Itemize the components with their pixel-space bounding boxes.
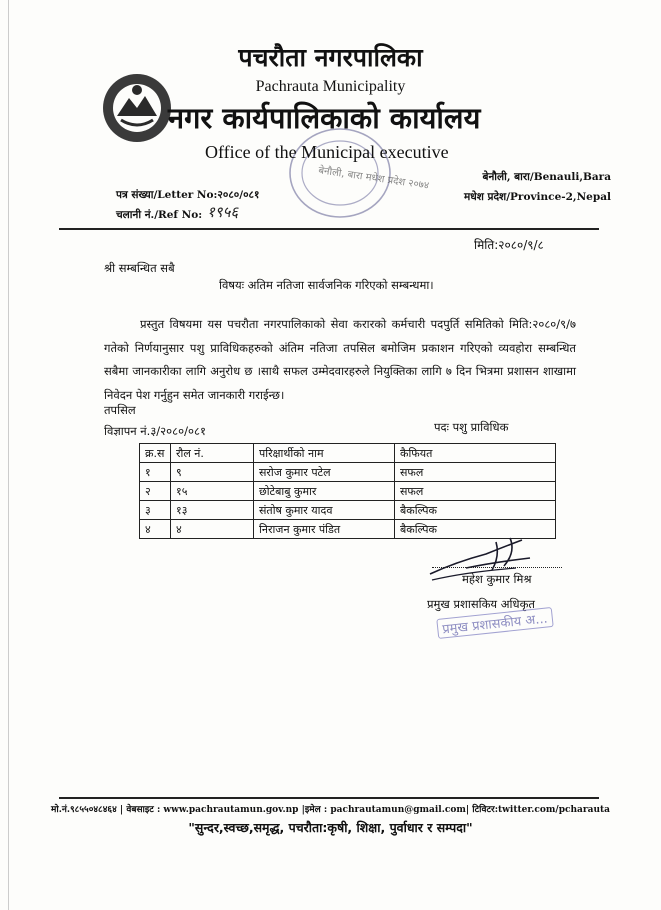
column-header-roll: रौल नं. [171, 444, 254, 463]
reference-number-label: चलानी नं./Ref No: [116, 209, 203, 221]
cell-name: छोटेबाबु कुमार [254, 482, 395, 501]
municipality-name-nepali: पचरौता नगरपालिका [238, 43, 423, 72]
cell-roll: १३ [171, 501, 254, 520]
footer-slogan: "सुन्दर,स्वच्छ,समृद्ध, पचरौता:कृषी, शिक्षा, पुर्वाधार र सम्पदा" [188, 820, 473, 835]
letter-date: मिति:२०८०/९/८ [474, 238, 544, 252]
letter-body: प्रस्तुत विषयमा यस पचरौता नगरपालिकाको सेवा करारको कर्मचारी पदपुर्ति समितिको मिति:२०८०/९/७ गतेको निर्णयानुसार पशु प्राविधिकहरुको अंतिम नतिजा तपसिल बमोजिम प्रकाशन गरिएको व्यवहोरा सम्बन्धित सबैमा जानकारीका लागि अनुरोध छ ।साथै सफल उम्मेदवारहरुले नियुक्तिका लागि ७ दिन भित्रमा प्रशासन शाखामा निवेदन पेश गर्नुहुन समेत जानकारी गराईन्छ। [104, 317, 576, 402]
signatory-name: महेश कुमार मिश्र [462, 572, 532, 586]
letter-subject: विषयः अतिम नतिजा सार्वजनिक गरिएको सम्बन्धमा। [219, 278, 434, 292]
cell-name: सरोज कुमार पटेल [254, 463, 395, 482]
letter-recipient: श्री सम्बन्धित सबै [104, 261, 175, 275]
cell-name: निराजन कुमार पंडित [254, 520, 395, 539]
cell-roll: १५ [171, 482, 254, 501]
table-row [140, 501, 556, 520]
office-name-nepali: नगर कार्यपालिकाको कार्यालय [168, 101, 481, 135]
column-header-sn: क्र.स [140, 444, 171, 463]
address-line-1: बेनौली, बारा/Benauli,Bara [482, 171, 611, 183]
cell-remarks: सफल [395, 482, 556, 501]
header-divider [59, 228, 599, 230]
cell-remarks: बैकल्पिक [395, 501, 556, 520]
cell-roll: ९ [171, 463, 254, 482]
results-table [139, 443, 556, 539]
cell-name: संतोष कुमार यादव [254, 501, 395, 520]
signatory-title: प्रमुख प्रशासकिय अधिकृत [427, 597, 535, 611]
post-name: पदः पशु प्राविधिक [434, 420, 509, 434]
column-header-remarks: कैफियत [395, 444, 556, 463]
cell-sn: ३ [140, 501, 171, 520]
advertisement-number: विज्ञापन नं.३/२०८०/०८१ [104, 424, 206, 438]
table-header-row [140, 444, 556, 463]
cell-sn: ४ [140, 520, 171, 539]
footer-contact: मो.नं.९८५५०४८४६४ | वेबसाइट : www.pachrautamun.gov.np |इमेल : pachrautamun@gmail.com| टिविटर:twitter.com/pcharauta [51, 805, 610, 815]
details-heading: तपसिल [104, 403, 136, 417]
page-edge-shadow [8, 0, 9, 910]
municipality-name-english: Pachrauta Municipality [255, 78, 406, 95]
letter-number: पत्र संख्या/Letter No:२०८०/०८१ [116, 189, 260, 201]
cell-sn: १ [140, 463, 171, 482]
designation-stamp: प्रमुख प्रशासकीय अ... [436, 607, 553, 639]
cell-roll: ४ [171, 520, 254, 539]
address-line-2: मधेश प्रदेश/Province-2,Nepal [463, 191, 611, 203]
office-name-english: Office of the Municipal executive [205, 142, 449, 162]
reference-number-value: १९५६ [207, 205, 239, 221]
cell-sn: २ [140, 482, 171, 501]
footer-divider [59, 797, 599, 799]
column-header-name: परिक्षार्थीको नाम [254, 444, 395, 463]
office-stamp-text: बेनौली, बारा मधेश प्रदेश २०७४ [317, 165, 430, 192]
table-row [140, 463, 556, 482]
signature-line [432, 567, 562, 568]
cell-remarks: बैकल्पिक [395, 520, 556, 539]
table-row [140, 482, 556, 501]
cell-remarks: सफल [395, 463, 556, 482]
